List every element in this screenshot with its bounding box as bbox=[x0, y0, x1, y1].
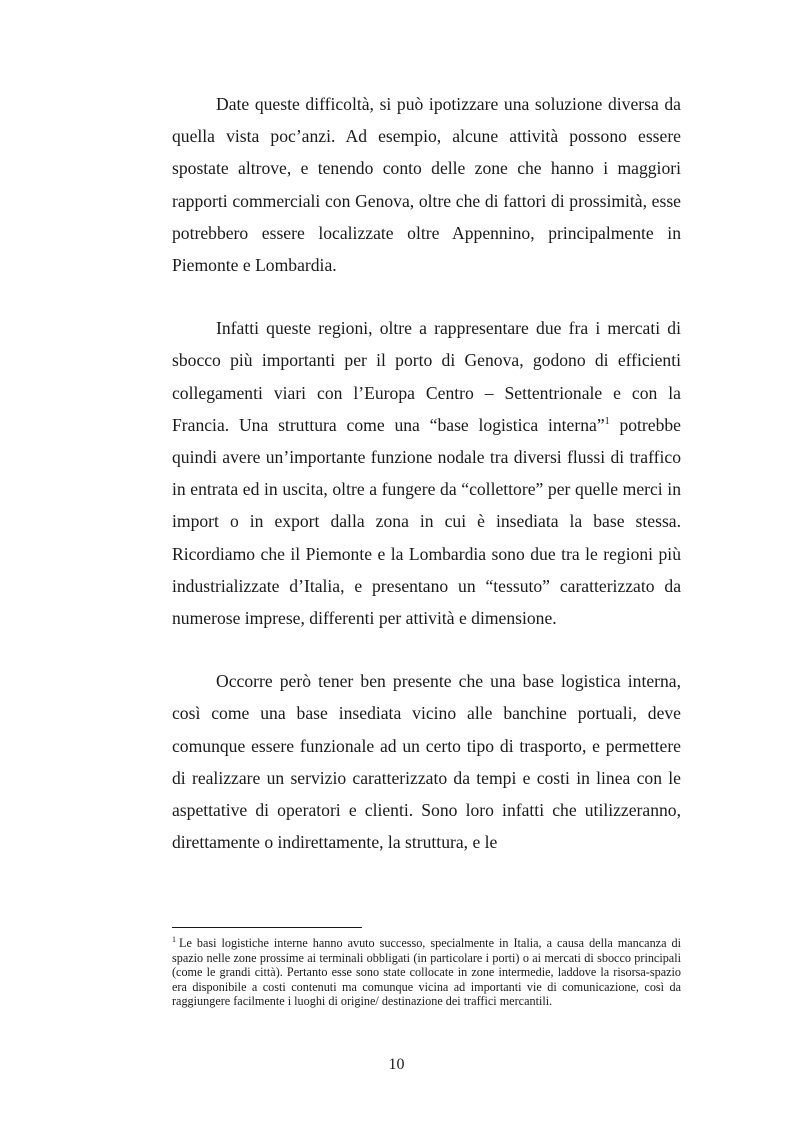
paragraph-2 bbox=[172, 312, 681, 634]
paragraph-2-text-before-ref: Infatti queste regioni, oltre a rappresentare due fra i mercati di sbocco più importanti per il porto di Genova, godono di efficienti collegamenti viari con l’Europa Centro – Settentrionale e con la Francia. Una struttura come una “base logistica interna” bbox=[172, 318, 681, 435]
paragraph-3-text: Occorre però tener ben presente che una base logistica interna, così come una base insediata vicino alle banchine portuali, deve comunque essere funzionale ad un certo tipo di trasporto, e permettere di realizzare un servizio caratterizzato da tempi e costi in linea con le aspettative di operatori e clienti. Sono loro infatti che utilizzeranno, direttamente o indirettamente, la struttura, e le bbox=[172, 671, 681, 853]
footnote-divider bbox=[172, 927, 362, 928]
paragraph-2-text-after-ref: potrebbe quindi avere un’importante funzione nodale tra diversi flussi di traffico in entrata ed in uscita, oltre a fungere da “collettore” per quelle merci in import o in export dalla zona in cui è insediata la base stessa. Ricordiamo che il Piemonte e la Lombardia sono due tra le regioni più industrializzate d’Italia, e presentano un “tessuto” caratterizzato da numerose imprese, differenti per attività e dimensione. bbox=[172, 414, 681, 629]
footnote bbox=[172, 936, 681, 1009]
paragraph-1 bbox=[172, 88, 681, 281]
footnote-text: Le basi logistiche interne hanno avuto successo, specialmente in Italia, a causa della mancanza di spazio nelle zone prossime ai terminali obbligati (in particolare i porti) o ai mercati di sbocco principali (come le grandi città). Pertanto esse sono state collocate in zone intermedie, laddove la risorsa-spazio era disponibile a costi contenuti ma comunque vicina ad importanti vie di comunicazione, così da raggiungere facilmente i luoghi di origine/ destinazione dei traffici mercantili. bbox=[172, 936, 681, 1009]
page-number: 10 bbox=[388, 1056, 405, 1073]
paragraph-3 bbox=[172, 665, 681, 858]
footnote-reference[interactable]: 1 bbox=[604, 415, 610, 427]
footnote-mark: 1 bbox=[172, 934, 176, 944]
body-text bbox=[172, 88, 681, 858]
paragraph-1-text: Date queste difficoltà, si può ipotizzare una soluzione diversa da quella vista poc’anzi. Ad esempio, alcune attività possono essere spostate altrove, e tenendo conto delle zone che hanno i maggiori rapporti commerciali con Genova, oltre che di fattori di prossimità, esse potrebbero essere localizzate oltre Appennino, principalmente in Piemonte e Lombardia. bbox=[172, 94, 681, 276]
